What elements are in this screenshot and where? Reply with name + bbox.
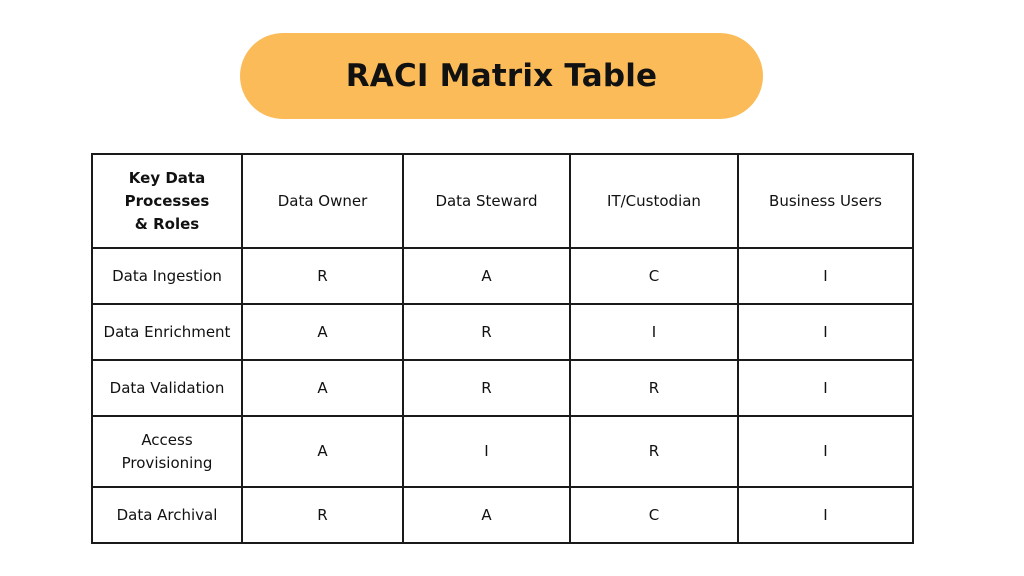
process-cell: Data Validation: [92, 360, 242, 416]
raci-cell: A: [242, 416, 403, 487]
process-cell: Data Ingestion: [92, 248, 242, 304]
raci-cell: R: [570, 416, 738, 487]
raci-cell: I: [738, 248, 913, 304]
raci-table: [91, 153, 914, 544]
header-it-custodian: IT/Custodian: [570, 154, 738, 248]
raci-cell: A: [403, 248, 570, 304]
title-banner: [240, 33, 763, 119]
table-row: [92, 487, 913, 543]
raci-cell: R: [242, 248, 403, 304]
process-cell-label: Access Provisioning: [121, 430, 213, 472]
raci-cell: I: [403, 416, 570, 487]
header-key-processes: [92, 154, 242, 248]
raci-cell: A: [242, 360, 403, 416]
process-cell: [92, 416, 242, 487]
table-row: [92, 248, 913, 304]
page-title: RACI Matrix Table: [345, 58, 658, 94]
header-data-steward: Data Steward: [403, 154, 570, 248]
raci-cell: R: [403, 304, 570, 360]
process-cell: Data Enrichment: [92, 304, 242, 360]
table-row: [92, 304, 913, 360]
raci-cell: R: [242, 487, 403, 543]
raci-cell: A: [242, 304, 403, 360]
raci-cell: I: [738, 416, 913, 487]
raci-cell: I: [738, 360, 913, 416]
header-data-owner: Data Owner: [242, 154, 403, 248]
raci-cell: I: [570, 304, 738, 360]
process-cell: Data Archival: [92, 487, 242, 543]
raci-cell: A: [403, 487, 570, 543]
raci-cell: C: [570, 248, 738, 304]
raci-cell: C: [570, 487, 738, 543]
raci-cell: R: [570, 360, 738, 416]
raci-cell: I: [738, 304, 913, 360]
raci-cell: I: [738, 487, 913, 543]
table-header-row: [92, 154, 913, 248]
header-business-users: Business Users: [738, 154, 913, 248]
header-key-processes-label: Key Data Processes & Roles: [124, 168, 210, 233]
raci-cell: R: [403, 360, 570, 416]
table-row: [92, 360, 913, 416]
table-row: [92, 416, 913, 487]
